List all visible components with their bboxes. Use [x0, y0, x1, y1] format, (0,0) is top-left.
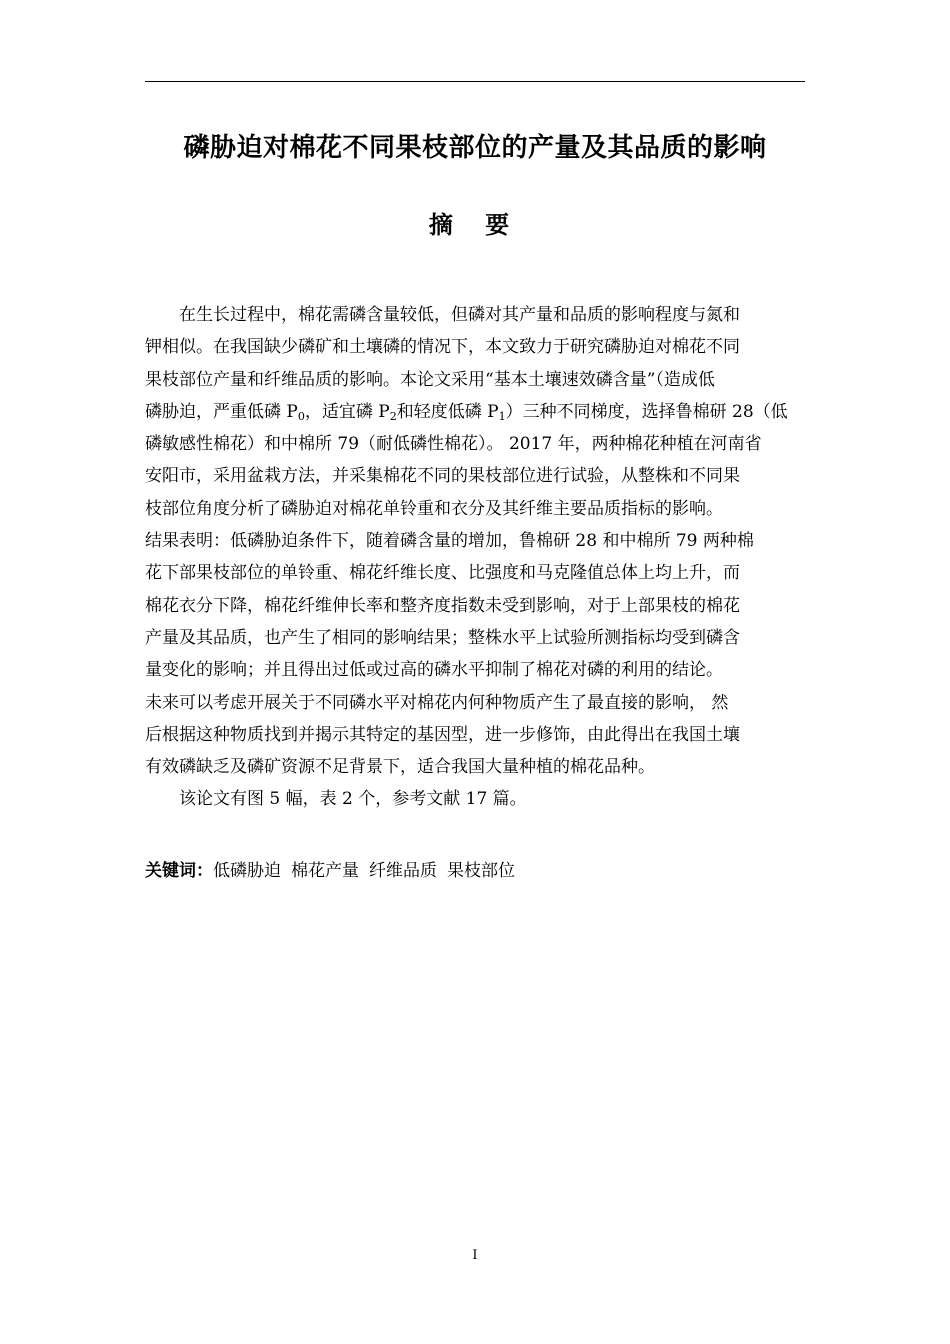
abstract-heading: 摘 要	[428, 211, 522, 239]
abstract-line: 果枝部位产量和纤维品质的影响。本论文采用“基本土壤速效磷含量”（造成低	[145, 369, 715, 390]
summary-paragraph	[145, 783, 805, 815]
abstract-text: ，适宜磷 P	[304, 401, 390, 422]
abstract-line: 棉花衣分下降，棉花纤维伸长率和整齐度指数未受到影响，对于上部果枝的棉花	[145, 595, 740, 616]
subscript: 1	[498, 409, 506, 423]
abstract-line: 有效磷缺乏及磷矿资源不足背景下，适合我国大量种植的棉花品种。	[145, 757, 655, 778]
abstract-line: 钾相似。在我国缺少磷矿和土壤磷的情况下，本文致力于研究磷胁迫对棉花不同	[145, 337, 740, 358]
keyword-item: 棉花产量	[291, 861, 359, 881]
abstract-text: 磷胁迫，严重低磷 P	[145, 401, 298, 422]
keyword-item: 果枝部位	[447, 861, 515, 881]
abstract-line: 枝部位角度分析了磷胁迫对棉花单铃重和衣分及其纤维主要品质指标的影响。	[145, 498, 723, 519]
keyword-item: 低磷胁迫	[213, 861, 281, 881]
abstract-line: 未来可以考虑开展关于不同磷水平对棉花内何种物质产生了最直接的影响， 然	[145, 692, 729, 713]
header-rule	[145, 81, 805, 82]
abstract-line: 磷敏感性棉花）和中棉所 79（耐低磷性棉花）。 2017 年，两种棉花种植在河南省	[145, 434, 762, 455]
abstract-line	[111, 396, 805, 428]
abstract-line: 量变化的影响；并且得出过低或过高的磷水平抑制了棉花对磷的利用的结论。	[145, 660, 723, 681]
abstract-text: 和轻度低磷 P	[396, 401, 499, 422]
abstract-line: 产量及其品质，也产生了相同的影响结果；整株水平上试验所测指标均受到磷含	[145, 627, 740, 648]
abstract-line: 在生长过程中，棉花需磷含量较低，但磷对其产量和品质的影响程度与氮和	[179, 305, 740, 325]
abstract-text: ）三种不同梯度，选择鲁棉研 28（低	[505, 401, 788, 422]
abstract-paragraph	[145, 299, 805, 783]
abstract-line: 后根据这种物质找到并揭示其特定的基因型，进一步修饰，由此得出在我国土壤	[145, 724, 740, 745]
abstract-body	[145, 299, 805, 816]
subscript: 2	[389, 409, 397, 423]
abstract-line: 花下部果枝部位的单铃重、棉花纤维长度、比强度和马克隆值总体上均上升，而	[145, 563, 740, 584]
abstract-line: 安阳市，采用盆栽方法，并采集棉花不同的果枝部位进行试验，从整株和不同果	[145, 466, 740, 487]
subscript: 0	[297, 409, 305, 423]
summary-line: 该论文有图 5 幅，表 2 个，参考文献 17 篇。	[179, 789, 527, 810]
abstract-line: 结果表明：低磷胁迫条件下，随着磷含量的增加，鲁棉研 28 和中棉所 79 两种棉	[145, 531, 754, 552]
keywords	[145, 856, 805, 886]
paper-title: 磷胁迫对棉花不同果枝部位的产量及其品质的影响	[183, 133, 767, 163]
page-number: I	[472, 1248, 478, 1263]
keyword-item: 纤维品质	[369, 861, 437, 881]
keywords-label: 关键词：	[145, 861, 213, 881]
